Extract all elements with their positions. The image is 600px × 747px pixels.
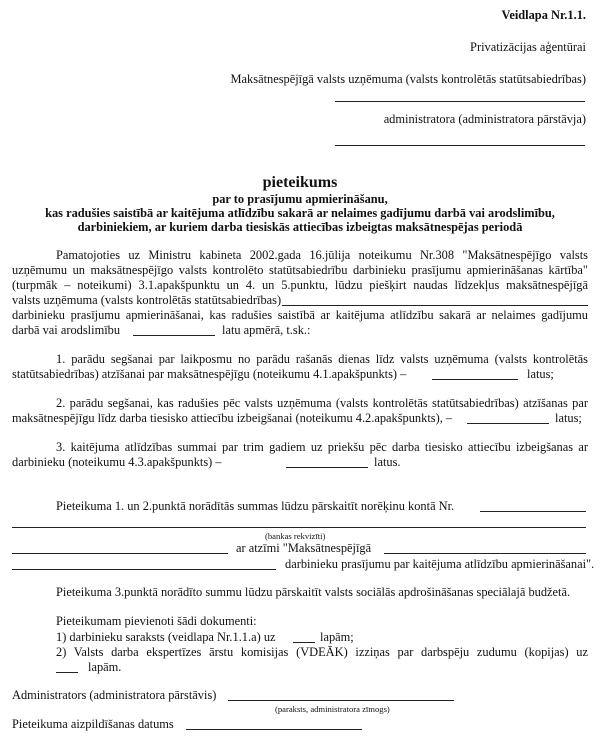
administrator-label: administratora (administratora pārstāvja) [383, 112, 586, 126]
enterprise-label: Maksātnespējīgā valsts uzņēmuma (valsts kontrolētās statūtsabiedrības) [230, 72, 586, 86]
bank-details-field[interactable] [12, 527, 586, 528]
bank-request: Pieteikuma 1. un 2.punktā norādītās summas lūdzu pārskaitīt norēķinu kontā Nr. [56, 499, 455, 513]
item-3-line-1: 3. kaitējuma atlīdzības summai par trim gadiem uz priekšu pēc darba tiesisko attiecību izbeigšanas ar [56, 440, 588, 454]
intro-line-6b: latu apmērā, t.sk.: [222, 323, 311, 337]
item-1-amount-field[interactable] [432, 379, 518, 380]
mark-continuation-field[interactable] [12, 569, 276, 570]
item-3-amount-field[interactable] [286, 467, 368, 468]
bank-details-caption: (bankas rekvizīti) [265, 531, 326, 541]
intro-line-2: uzņēmumu un maksātnespējīgo valsts kontrolēto statūtsabiedrību darbinieku prasījumu apmierināšanas kārtība" [12, 263, 588, 277]
intro-line-5: darbinieku prasījumu apmierināšanai, kas radušies saistībā ar kaitējuma atlīdzību sakarā ar nelaimes gadījumu [12, 308, 588, 322]
administrator-signature-label: Administrators (administratora pārstāvis) [12, 688, 217, 702]
item-3-line-2: darbinieku (noteikumu 4.3.apakšpunkts) – [12, 455, 222, 469]
intro-line-1: Pamatojoties uz Ministru kabineta 2002.gada 16.jūlija noteikumu Nr.308 "Maksātnespējīgo valsts [56, 248, 588, 262]
item-1-currency: latus; [527, 367, 554, 381]
item-3-currency: latus. [374, 455, 401, 469]
item-1-line-2: statūtsabiedrības) atzīšanai par maksātnespējīgu (noteikumu 4.1.apakšpunkts) – [12, 367, 407, 381]
title-line-2: kas radušies saistībā ar kaitējuma atlīdzību sakarā ar nelaimes gadījumu darbā vai arodslimību, [45, 206, 555, 220]
completion-date-field[interactable] [186, 729, 362, 730]
attachments-heading: Pieteikumam pievienoti šādi dokumenti: [56, 614, 257, 628]
intro-line-6a: darbā vai arodslimību [12, 323, 121, 337]
recipient-name-field[interactable] [12, 553, 228, 554]
mark-label: ar atzīmi "Maksātnespējīgā [236, 541, 372, 555]
item-2-line-1: 2. parādu segšanai, kas radušies pēc valsts uzņēmuma (valsts kontrolētās statūtsabiedrības) atzīšanas par [56, 396, 588, 410]
title-line-1: par to prasījumu apmierināšanu, [212, 192, 388, 206]
item-2-amount-field[interactable] [467, 423, 549, 424]
document-title: pieteikums [262, 174, 338, 191]
item-2-currency: latus; [555, 411, 582, 425]
administrator-signature-field[interactable] [228, 700, 454, 701]
attachment-2-suffix: lapām. [88, 660, 122, 674]
completion-date-label: Pieteikuma aizpildīšanas datums [12, 717, 174, 731]
attachment-2: 2) Valsts darba ekspertīzes ārstu komisijas (VDEĀK) izziņas par darbspēju zudumu (kopijas) uz [56, 645, 588, 659]
item-2-line-2: maksātnespējīgu līdz darba tiesisko attiecību izbeigšanai (noteikumu 4.2.apakšpunkts), – [12, 411, 453, 425]
enterprise-mark-field[interactable] [384, 553, 586, 554]
title-line-3: darbiniekiem, ar kuriem darba tiesiskās attiecības izbeigtas maksātnespējas periodā [77, 220, 523, 234]
attachment-1: 1) darbinieku saraksts (veidlapa Nr.1.1.a) uz [56, 630, 276, 644]
account-number-field[interactable] [480, 511, 586, 512]
signature-caption: (paraksts, administratora zīmogs) [275, 704, 390, 714]
intro-line-4: valsts uzņēmuma (valsts kontrolētās statūtsabiedrības) [12, 293, 282, 307]
intro-line-3: (turpmāk – noteikumi) 3.1.apakšpunktu un 4. un 5.punktu, lūdzu piešķirt naudas līdzekļus maksātnespējīgā [12, 278, 588, 292]
administrator-name-field[interactable] [335, 145, 585, 146]
social-budget-text: Pieteikuma 3.punktā norādīto summu lūdzu pārskaitīt valsts sociālās apdrošināšanas speciālajā budžetā. [56, 585, 571, 599]
attachment-2-pages-field[interactable] [56, 672, 78, 673]
attachment-1-pages-field[interactable] [293, 642, 315, 643]
item-1-line-1: 1. parādu segšanai par laikposmu no parādu rašanās dienas līdz valsts uzņēmuma (valsts kontrolētās [56, 352, 588, 366]
total-amount-field[interactable] [133, 335, 215, 336]
recipient: Privatizācijas aģentūrai [470, 40, 586, 54]
form-number: Veidlapa Nr.1.1. [501, 8, 586, 22]
enterprise-field[interactable] [282, 305, 588, 306]
mark-continuation: darbinieku prasījumu par kaitējuma atlīdzību apmierināšanai". [285, 557, 595, 571]
enterprise-name-field[interactable] [335, 101, 585, 102]
attachment-1-suffix: lapām; [320, 630, 354, 644]
